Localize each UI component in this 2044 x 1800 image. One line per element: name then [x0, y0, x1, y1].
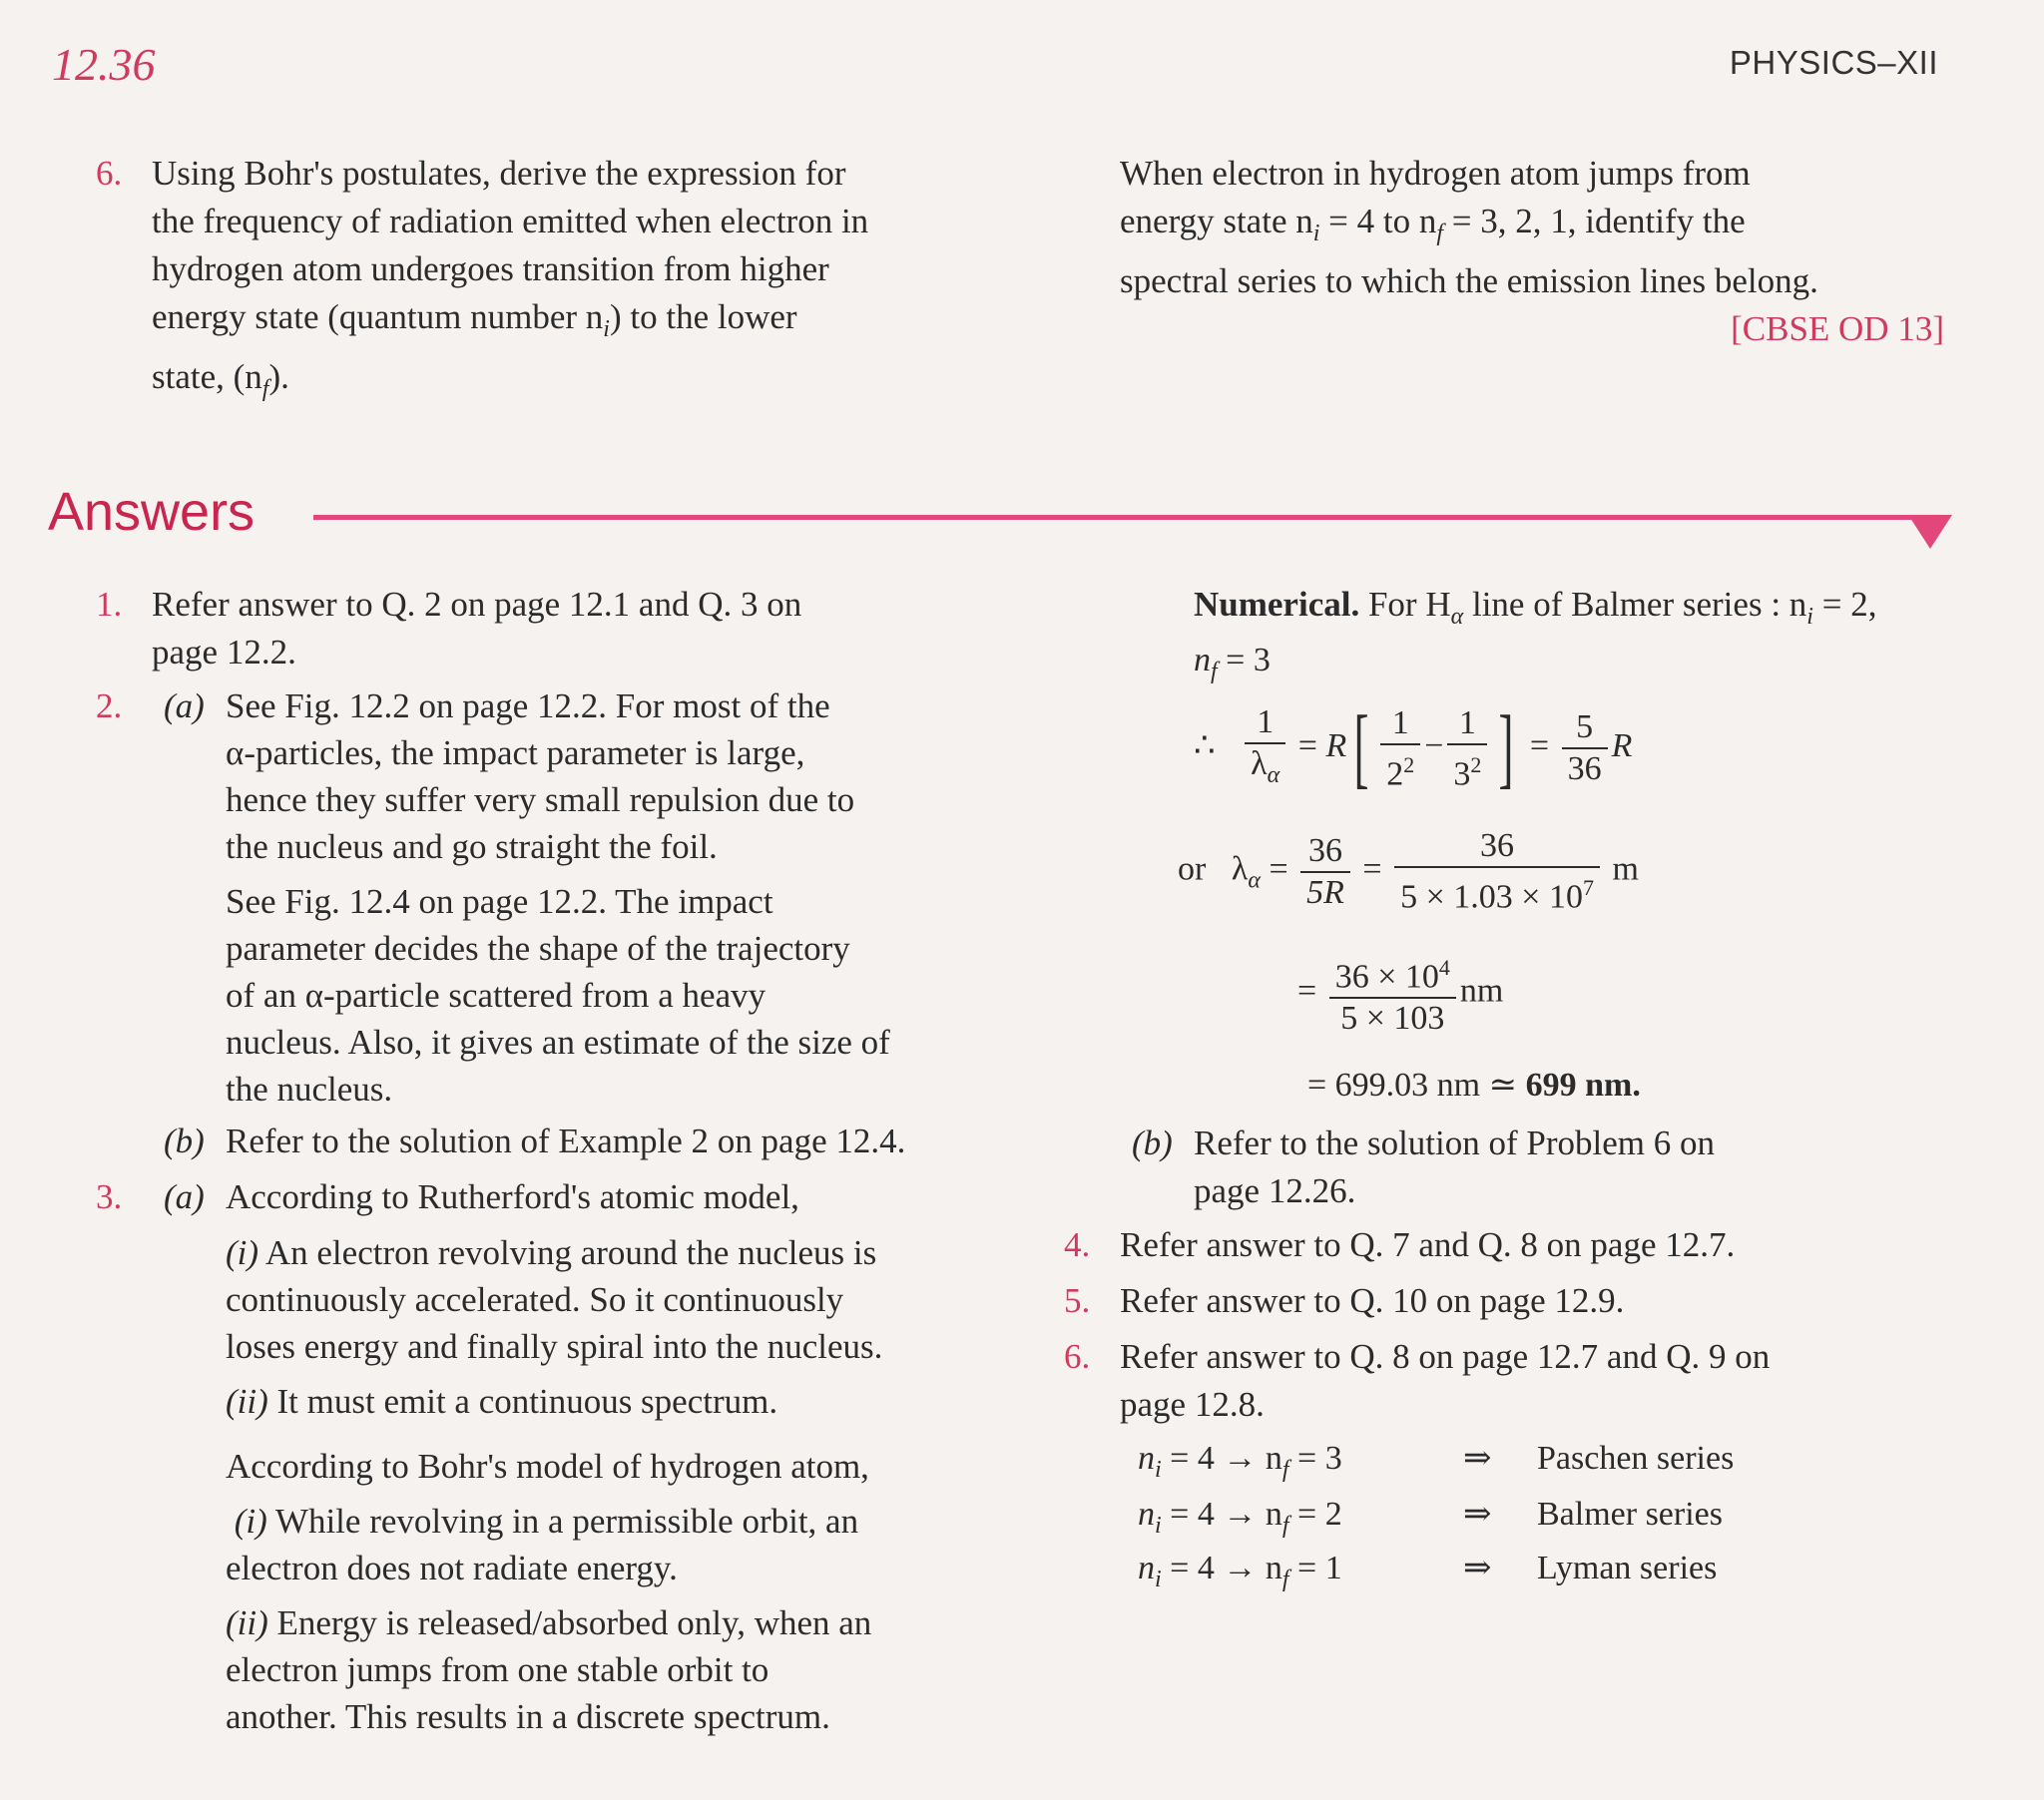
answer-4-text: Refer answer to Q. 7 and Q. 8 on page 12.7.	[1120, 1225, 1736, 1264]
answer-number: 4.	[1064, 1225, 1091, 1264]
text-line: continuously accelerated. So it continuously	[226, 1280, 844, 1319]
part-label: (b)	[164, 1122, 205, 1160]
answer-3b-text	[1194, 1120, 1944, 1215]
answer-number: 2.	[96, 686, 123, 725]
numerical-intro: Numerical. For $H_\alpha$ line of Balmer series : $n_i = 2$,	[1194, 585, 1877, 630]
question-number: 6.	[96, 154, 123, 193]
transition-row: $n_i = 4 \to n_f = 3$	[1138, 1440, 1342, 1483]
text-line: (ii) It must emit a continuous spectrum.	[226, 1382, 778, 1421]
equation-result: = 699.03 nm ≃ 699 nm.	[1307, 1067, 1641, 1104]
text-line: the nucleus.	[226, 1070, 393, 1109]
text-line: electron jumps from one stable orbit to	[226, 1650, 769, 1689]
text-line: (ii) Energy is released/absorbed only, when an	[226, 1603, 872, 1642]
text-line: the nucleus and go straight the foil.	[226, 827, 718, 866]
page-number: 12.36	[52, 39, 156, 90]
text-line: See Fig. 12.4 on page 12.2. The impact	[226, 882, 773, 921]
text-line: of an α-particle scattered from a heavy	[226, 976, 766, 1015]
transition-row: $n_i = 4 \to n_f = 1$	[1138, 1550, 1342, 1592]
text-line: Using Bohr's postulates, derive the expression for	[152, 154, 846, 193]
answer-2b-text: Refer to the solution of Example 2 on page 12.4.	[226, 1122, 906, 1160]
part-label: (a)	[164, 1177, 205, 1216]
answer-6-text	[1120, 1333, 1944, 1429]
answer-3a-intro: According to Rutherford's atomic model,	[226, 1177, 799, 1216]
text-line: spectral series to which the emission lines belong.	[1120, 261, 1818, 300]
text-line: page 12.8.	[1120, 1385, 1265, 1424]
answer-number: 3.	[96, 1177, 123, 1216]
series-name: Paschen series	[1537, 1440, 1735, 1477]
equation-lambda: or $\lambda_\alpha$ = $\frac{36}{5R}$ = $\frac{36}{5 \times 1.03 \times 10^7}$ m	[1178, 827, 1639, 916]
text-line: energy state $n_i = 4$ to $n_f = 3$, 2, 1, identify the	[1120, 202, 1746, 246]
answers-heading: Answers	[48, 482, 256, 542]
equation-nm: = $\frac{36 \times 10^4}{5 \times 103}$ nm	[1297, 948, 1503, 1039]
text-line: Refer to the solution of Problem 6 on	[1194, 1124, 1716, 1162]
text-line: hydrogen atom undergoes transition from higher	[152, 249, 829, 288]
text-line: (i) While revolving in a permissible orbit, an	[234, 1502, 859, 1541]
question-text-left	[152, 150, 978, 413]
text-line: parameter decides the shape of the trajectory	[226, 929, 850, 968]
part-label: (a)	[164, 686, 205, 725]
equation-rydberg: ∴ $\frac{1}{\lambda_\alpha}$ = R[ $\frac{1}{2^2}$ − $\frac{1}{3^2}$ ] = $\frac{5}{36}$ R	[1194, 698, 1633, 798]
answer-1-text	[152, 581, 978, 676]
series-name: Lyman series	[1537, 1550, 1718, 1586]
transition-row: $n_i = 4 \to n_f = 2$	[1138, 1496, 1342, 1539]
text-line: loses energy and finally spiral into the nucleus.	[226, 1327, 883, 1366]
text-line: Refer answer to Q. 2 on page 12.1 and Q. 3 on	[152, 585, 802, 624]
text-line: energy state (quantum number $n_i$) to the lower	[152, 297, 797, 342]
implies-arrow-icon: ⇒	[1463, 1496, 1492, 1533]
text-line: page 12.2.	[152, 633, 296, 672]
heading-arrow-icon	[1908, 515, 1952, 549]
text-line: See Fig. 12.2 on page 12.2. For most of the	[226, 686, 830, 725]
text-line: (i) An electron revolving around the nucleus is	[226, 1233, 877, 1272]
text-line: hence they suffer very small repulsion due to	[226, 780, 855, 819]
text-line: nucleus. Also, it gives an estimate of the size of	[226, 1023, 890, 1062]
text-line: Refer answer to Q. 8 on page 12.7 and Q. 9 on	[1120, 1337, 1771, 1376]
question-text-right	[1120, 150, 1944, 353]
text-line: electron does not radiate energy.	[226, 1549, 678, 1587]
text-line: When electron in hydrogen atom jumps from	[1120, 154, 1751, 193]
answer-5-text: Refer answer to Q. 10 on page 12.9.	[1120, 1281, 1625, 1320]
part-label: (b)	[1132, 1124, 1173, 1162]
text-line: α-particles, the impact parameter is large,	[226, 733, 805, 772]
source-citation: [CBSE OD 13]	[1731, 309, 1944, 348]
answer-number: 1.	[96, 585, 123, 624]
bohr-points	[226, 1443, 978, 1740]
text-line: page 12.26.	[1194, 1171, 1356, 1210]
heading-rule	[313, 515, 1934, 520]
series-name: Balmer series	[1537, 1496, 1723, 1533]
text-line: another. This results in a discrete spectrum.	[226, 1697, 830, 1736]
implies-arrow-icon: ⇒	[1463, 1440, 1492, 1477]
answer-2a-text	[226, 682, 978, 1113]
rutherford-point-1	[226, 1229, 978, 1425]
implies-arrow-icon: ⇒	[1463, 1550, 1492, 1586]
text-line: According to Bohr's model of hydrogen atom,	[226, 1447, 869, 1486]
nf-value: $n_f = 3$	[1194, 642, 1271, 684]
text-line: the frequency of radiation emitted when electron in	[152, 202, 869, 240]
answer-number: 6.	[1064, 1337, 1091, 1376]
answer-number: 5.	[1064, 1281, 1091, 1320]
text-line: state, $(n_f)$.	[152, 357, 289, 402]
running-head: PHYSICS–XII	[1729, 44, 1938, 81]
